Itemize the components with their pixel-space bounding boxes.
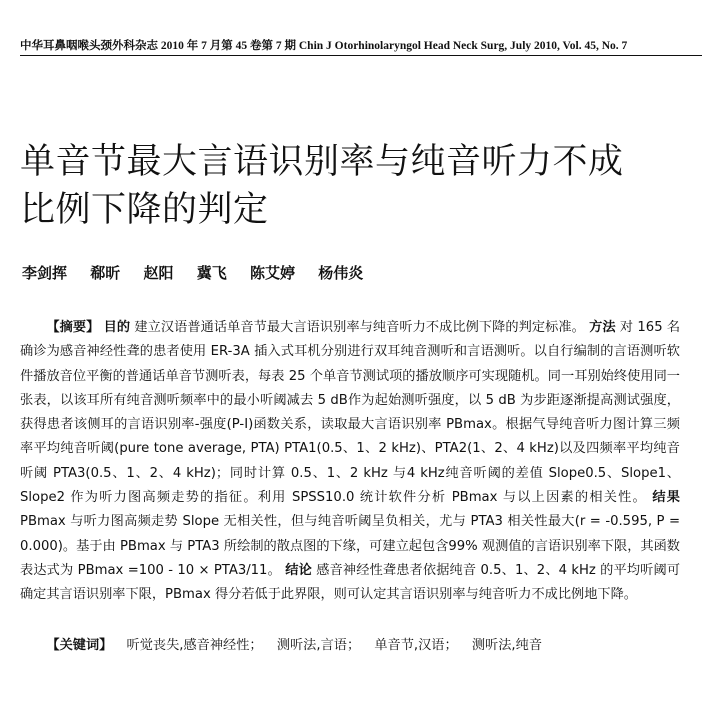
methods-label: 方法 <box>589 320 616 335</box>
author: 陈艾婷 <box>250 264 296 282</box>
author: 杨伟炎 <box>318 264 364 282</box>
keyword: 听觉丧失,感音神经性； <box>126 638 263 653</box>
author: 李剑挥 <box>22 264 68 282</box>
results-label: 结果 <box>652 490 680 506</box>
conclusion-text: 感音神经性聋患者依据纯音 0.5、1、2、4 kHz 的平均听阈可确定其言语识别率下限，PBmax 得分若低于此界限，则可认定其言语识别率与纯音听力不成比例地下降。 <box>20 562 681 603</box>
methods-text: 对 165 名确诊为感音神经性聋的患者使用 ER-3A 插入式耳机分别进行双耳纯音测听和言语测听。以自行编制的言语测听软件播放音位平衡的普通话单音节测听表，每表 25 个单音节测试项的播放顺序可实现随机。同一耳别始终使用同一张表，以该耳所有纯音测听频率中的最小听阈减去 5 dB作为起始测听强度，以 5 dB 为步距逐渐提高测试强度，获得患者该侧耳的言语识别率-强度(P-I)函数关系，读取最大言语识别率 PBmax。根据气导纯音听力图计算三频率平均纯音听阈(pure tone average, PTA) PTA1(0.5、1、2 kHz)、PTA2(1、2、4 kHz)以及四频率平均纯音听阈 PTA3(0.5、1、2、4 kHz)；同时计算 0.5、1、2 kHz 与4 kHz纯音听阈的差值 Slope0.5、Slope1、Slope2 作为听力图高频走势的指征。利用 SPSS10.0 统计软件分析 PBmax 与以上因素的相关性。 <box>20 320 681 506</box>
keyword: 测听法,言语； <box>276 638 361 653</box>
running-head: 中华耳鼻咽喉头颈外科杂志 2010 年 7 月第 45 卷第 7 期 Chin J Otorhinolaryngol Head Neck Surg, July 2010, Vol. 45, No. 7 <box>20 37 702 56</box>
results-text: PBmax 与听力图高频走势 Slope 无相关性，但与纯音听阈呈负相关，尤与 PTA3 相关性最大(r = -0.595, P = 0.000)。基于由 PBmax 与 PTA3 所绘制的散点图的下缘，可建立起包含99% 观测值的言语识别率下限，其函数表达式为 PBmax =100 - 10 × PTA3/11。 <box>20 514 680 578</box>
title-line-2: 比例下降的判定 <box>20 190 269 230</box>
keyword: 测听法,纯音 <box>471 638 543 653</box>
keywords-label: 【关键词】 <box>46 638 113 653</box>
keyword: 单音节,汉语； <box>374 638 458 653</box>
page-title <box>20 138 680 234</box>
objective-text: 建立汉语普通话单音节最大言语识别率与纯音听力不成比例下降的判定标准。 <box>134 320 585 335</box>
author-list <box>22 262 381 283</box>
author: 郗昕 <box>90 264 121 282</box>
author: 赵阳 <box>143 264 174 282</box>
keywords <box>20 634 680 658</box>
abstract <box>20 316 680 608</box>
title-line-1: 单音节最大言语识别率与纯音听力不成 <box>20 142 624 182</box>
abstract-label: 【摘要】 <box>46 320 100 335</box>
author: 冀飞 <box>196 264 227 282</box>
conclusion-label: 结论 <box>285 562 312 578</box>
objective-label: 目的 <box>103 320 131 335</box>
